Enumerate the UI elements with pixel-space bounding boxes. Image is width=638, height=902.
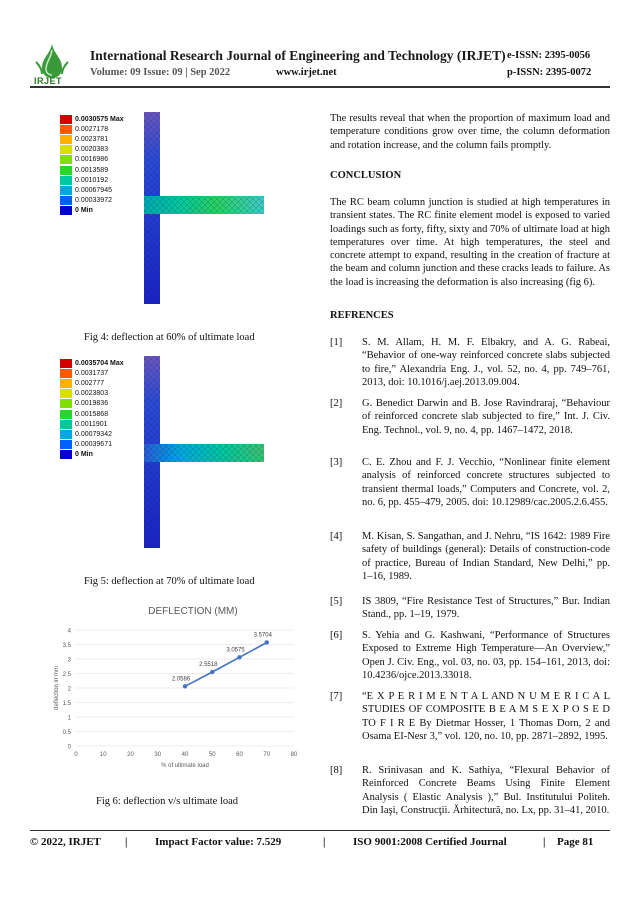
chart-x-tick-label: 70: [263, 752, 271, 758]
logo-text: IRJET: [34, 76, 63, 86]
fig5-legend-min: 0 Min: [75, 451, 93, 459]
reference-text: “E X P E R I M E N T A L AND N U M E R I C A L STUDIES OF COMPOSITE B E A M S E X P O S E D TO F I R E By Dietmar Hosser, 1 Thomas Dorn, 2 and Osama EI-Nesr 3,” vol. 120, no. 10, pp. 2871–2892, 1995.: [362, 691, 610, 742]
fig5-legend-row: [60, 440, 124, 450]
fig4-legend-row: [60, 206, 124, 216]
fig4-legend-row: [60, 124, 124, 134]
reference-text: C. E. Zhou and F. J. Vecchio, “Nonlinear finite element analysis of reinforced concrete structures subjected to transient thermal loads,” Computers and Concrete, vol. 2, no. 6, pp. 455–479, 2005. doi: 10.12989/cac.2005.2.6.455.: [362, 457, 610, 508]
fig5-legend-value: 0.0015868: [75, 410, 109, 418]
fig5-legend-row: [60, 368, 124, 378]
fig6-chart: [52, 600, 302, 780]
chart-data-label: 2.5518: [199, 661, 218, 668]
fig4-legend: [60, 114, 124, 216]
chart-x-tick-label: 80: [290, 752, 298, 758]
volume-issue: Volume: 09 Issue: 09 | Sep 2022: [90, 67, 231, 78]
fig5-legend-row: [60, 450, 124, 460]
fig5-legend: [60, 358, 124, 460]
fig4-legend-row: [60, 175, 124, 185]
fig5-legend-row: [60, 378, 124, 388]
fig4-legend-row: [60, 165, 124, 175]
fig5-legend-value: 0.0011901: [75, 420, 108, 428]
fig5-legend-value: 0.0023803: [75, 390, 109, 398]
chart-data-label: 2.0586: [171, 676, 191, 683]
chart-data-label: 3.0575: [226, 647, 245, 654]
fig5-legend-value: 0.002777: [75, 379, 105, 387]
fig4-legend-value: 0.0016986: [75, 156, 109, 164]
fig5-legend-value: 0.0019836: [75, 400, 109, 408]
website-link[interactable]: www.irjet.net: [276, 67, 337, 78]
reference-number: [1]: [330, 337, 343, 348]
chart-y-tick-label: 3: [67, 657, 71, 664]
fig4-legend-row: [60, 185, 124, 195]
reference-text: R. Srinivasan and K. Sathiya, “Flexural Behavior of Reinforced Concrete Beams Using Finite Element Analysis ( Elastic Analysis ),” Bul. Institutului Politeh. Din Iaşi, Construcţii. Ărhitectură, no. Lx, pp. 31–41, 2010.: [362, 765, 610, 816]
reference-number: [8]: [330, 765, 343, 776]
chart-data-label: 3.5704: [253, 632, 272, 639]
fig4-legend-value: 0.0023781: [75, 135, 109, 143]
fig4-legend-row: [60, 134, 124, 144]
pissn: p-ISSN: 2395-0072: [507, 67, 592, 78]
reference-text: S. M. Allam, H. M. F. Elbakry, and A. G. Rabeai, “Behavior of one-way reinforced concrete slabs subjected to fire,” Alexandria Eng. J., vol. 52, no. 4, pp. 749–761, 2013, doi: 10.1016/j.aej.2013.09.004.: [362, 337, 610, 388]
chart-y-tick-label: 4: [67, 628, 71, 635]
footer-separator: |: [543, 836, 546, 848]
page-header: [0, 0, 638, 92]
reference-number: [4]: [330, 531, 343, 542]
chart-y-tick-label: 3.5: [62, 643, 71, 649]
chart-y-tick-label: 2.5: [62, 672, 71, 678]
fig6-chart-svg: [52, 600, 302, 780]
fig5-legend-value: 0.00039671: [75, 441, 112, 449]
reference-text: M. Kisan, S. Sangathan, and J. Nehru, “IS 1642: 1989 Fire safety of buildings (general): Details of construction-code of practice, Bureau of Indian Standard, New Delhi,” pp. 1–16, 1989.: [362, 531, 610, 582]
footer-copyright: © 2022, IRJET: [30, 836, 101, 848]
chart-x-axis-label: % of ultimate load: [161, 763, 209, 769]
conclusion-heading: CONCLUSION: [330, 170, 402, 181]
reference-number: [6]: [330, 630, 343, 641]
fig5-legend-value: 0.0031737: [75, 369, 109, 377]
chart-y-tick-label: 0: [67, 744, 71, 751]
footer-page-number: Page 81: [557, 836, 594, 848]
chart-x-tick-label: 40: [181, 752, 189, 758]
footer-impact-factor: Impact Factor value: 7.529: [155, 836, 282, 848]
chart-y-tick-label: 2: [67, 686, 71, 693]
fig4-legend-row: [60, 196, 124, 206]
fig4-legend-max: 0.0030575 Max: [75, 115, 124, 123]
chart-y-tick-label: 1.5: [62, 701, 71, 707]
reference-number: [7]: [330, 691, 343, 702]
references-heading: REFRENCES: [330, 310, 394, 321]
fig4-fem-image: [58, 112, 264, 308]
results-paragraph: The results reveal that when the proportion of maximum load and temperature conditions grow over time, the column deformation and rotation increase, and the column fails promptly.: [330, 113, 610, 151]
reference-text: G. Benedict Darwin and B. Jose Ravindraraj, “Behaviour of reinforced concrete slab subjected to fire,” Int. J. Civ. Eng. Technol., vol. 9, no. 4, pp. 1467–1472, 2018.: [362, 398, 610, 436]
fig5-legend-row: [60, 409, 124, 419]
chart-x-tick-label: 20: [127, 752, 134, 758]
chart-data-point: [237, 655, 241, 659]
fig4-legend-value: 0.00067945: [75, 186, 112, 194]
fig4-legend-min: 0 Min: [75, 207, 93, 215]
chart-data-point: [265, 640, 269, 644]
fig5-caption: Fig 5: deflection at 70% of ultimate load: [84, 576, 255, 587]
fig5-fem-image: [58, 356, 264, 552]
fig5-legend-row: [60, 399, 124, 409]
fig4-legend-row: [60, 155, 124, 165]
fig4-caption: Fig 4: deflection at 60% of ultimate load: [84, 332, 255, 343]
fig4-legend-value: 0.0010192: [75, 176, 109, 184]
chart-title: DEFLECTION (MM): [148, 606, 238, 617]
chart-y-tick-label: 0.5: [62, 730, 71, 736]
chart-x-tick-label: 10: [99, 752, 107, 758]
footer-separator: |: [323, 836, 326, 848]
fig4-legend-value: 0.0027178: [75, 125, 109, 133]
chart-y-tick-label: 1: [67, 715, 71, 722]
fig5-legend-row: [60, 419, 124, 429]
chart-x-tick-label: 60: [236, 752, 243, 758]
footer-iso: ISO 9001:2008 Certified Journal: [353, 836, 507, 848]
chart-x-tick-label: 30: [154, 752, 162, 758]
fig5-legend-value: 0.00079342: [75, 430, 112, 438]
fig4-legend-row: [60, 114, 124, 124]
reference-number: [5]: [330, 596, 343, 607]
journal-title: International Research Journal of Engineering and Technology (IRJET): [90, 48, 506, 63]
fig4-legend-value: 0.00033972: [75, 197, 112, 205]
fig5-legend-row: [60, 429, 124, 439]
chart-data-point: [210, 670, 214, 674]
reference-text: IS 3809, “Fire Resistance Test of Structures,” Bur. Indian Stand., pp. 1–19, 1979.: [362, 596, 610, 621]
fig4-legend-row: [60, 145, 124, 155]
fig5-legend-row: [60, 358, 124, 368]
reference-text: S. Yehia and G. Kashwani, “Performance of Structures Exposed to Extreme High Temperature—An Overview,” Open J. Civ. Eng., vol. 03, no. 03, pp. 154–161, 2013, doi: 10.4236/ojce.2013.33018.: [362, 630, 610, 681]
chart-y-axis-label: deflection in mm: [54, 666, 60, 710]
footer-separator: |: [125, 836, 128, 848]
chart-x-tick-label: 50: [208, 752, 216, 758]
conclusion-paragraph: The RC beam column junction is studied at high temperatures in transient states. The RC finite element model is exposed to varied loadings such as forty, fifty, sixty and 70% of ultimate load at high temperatures over time. At high temperatures, the steel and concrete attempt to expand, resulting in the creation of fracture at the beam and column junction and these cracks leads to failure. As the load is increasing the deformation is also increasing (fig 6).: [330, 197, 610, 288]
fig5-legend-max: 0.0035704 Max: [75, 359, 124, 367]
fig4-legend-value: 0.0020383: [75, 146, 109, 154]
fig4-legend-value: 0.0013589: [75, 166, 109, 174]
reference-number: [2]: [330, 398, 343, 409]
footer-rule: [30, 830, 610, 831]
chart-x-tick-label: 0: [74, 752, 78, 758]
page-footer: [30, 836, 610, 848]
fig5-legend-row: [60, 389, 124, 399]
fig6-caption: Fig 6: deflection v/s ultimate load: [96, 796, 239, 807]
header-rule: [30, 86, 610, 88]
eissn: e-ISSN: 2395-0056: [507, 50, 591, 61]
reference-number: [3]: [330, 457, 343, 468]
chart-data-point: [183, 684, 187, 688]
